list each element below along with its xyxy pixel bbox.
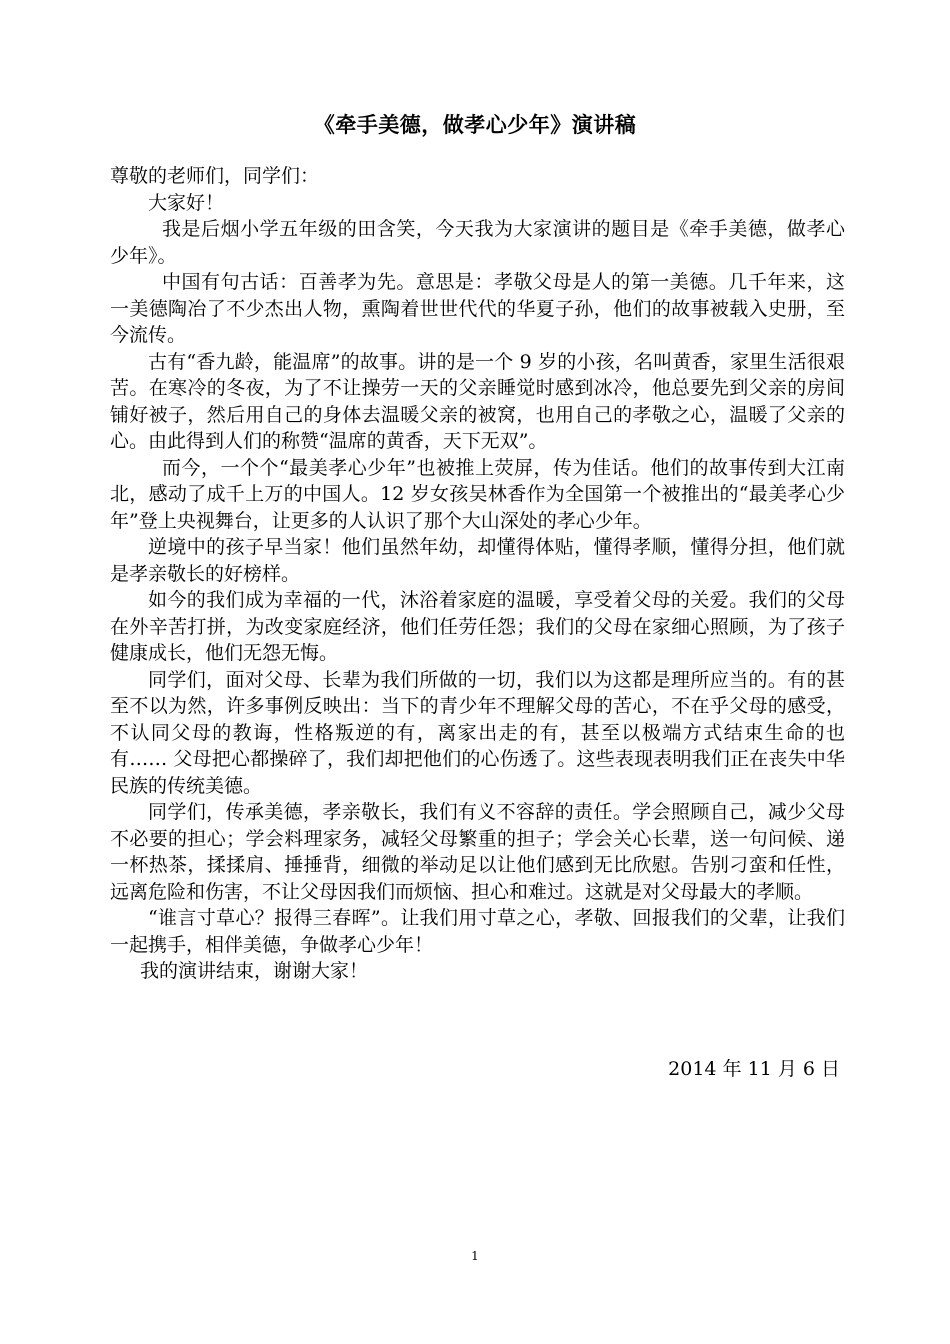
closing-line: 我的演讲结束，谢谢大家！ — [140, 960, 369, 982]
paragraph-introduction: 我是后烟小学五年级的田含笑，今天我为大家演讲的题目是《牵手美德，做孝心少年》。 — [110, 218, 845, 267]
page-number: 1 — [471, 1249, 479, 1263]
paragraph-happy-generation: 如今的我们成为幸福的一代，沐浴着家庭的温暖，享受着父母的关爱。我们的父母在外辛苦打拼，为改变家庭经济，他们任劳任怨；我们的父母在家细心照顾，为了孩子健康成长，他们无怨无悔。 — [110, 589, 845, 664]
document-title: 《牵手美德，做孝心少年》演讲稿 — [313, 113, 637, 137]
paragraph-responsibility: 同学们，传承美德，孝亲敬长，我们有义不容辞的责任。学会照顾自己，减少父母不必要的担心；学会料理家务，减轻父母繁重的担子；学会关心长辈，送一句问候、递一杯热茶，揉揉肩、捶捶背，细微的举动足以让他们感到无比欣慰。告别刁蛮和任性，远离危险和伤害，不让父母因我们而烦恼、担心和难过。这就是对父母最大的孝顺。 — [110, 801, 845, 903]
paragraph-call-to-action: “谁言寸草心？报得三春晖”。让我们用寸草之心，孝敬、回报我们的父辈，让我们一起携手，相伴美德，争做孝心少年！ — [110, 907, 845, 956]
paragraph-ancient-saying: 中国有句古话：百善孝为先。意思是：孝敬父母是人的第一美德。几千年来，这一美德陶冶了不少杰出人物，熏陶着世世代代的华夏子孙，他们的故事被载入史册，至今流传。 — [110, 271, 845, 346]
salutation: 尊敬的老师们，同学们： — [110, 165, 320, 187]
paragraph-huang-xiang-story: 古有“香九龄，能温席”的故事。讲的是一个 9 岁的小孩，名叫黄香，家里生活很艰苦。在寒冷的冬夜，为了不让操劳一天的父亲睡觉时感到冰冷，他总要先到父亲的房间铺好被子，然后用自己的身体去温暖父亲的被窝，也用自己的孝敬之心，温暖了父亲的心。由此得到人们的称赞“温席的黄香，天下无双”。 — [110, 350, 845, 452]
greeting: 大家好！ — [148, 191, 225, 214]
speech-body — [110, 163, 845, 985]
paragraph-filial-youth: 而今，一个个“最美孝心少年”也被推上荧屏，传为佳话。他们的故事传到大江南北，感动了成千上万的中国人。12 岁女孩吴林香作为全国第一个被推出的“最美孝心少年”登上央视舞台，让更多的人认识了那个大山深处的孝心少年。 — [110, 456, 845, 532]
paragraph-adversity: 逆境中的孩子早当家！他们虽然年幼，却懂得体贴，懂得孝顺，懂得分担，他们就是孝亲敬长的好榜样。 — [110, 536, 845, 585]
document-date: 2014 年 11 月 6 日 — [668, 1058, 840, 1080]
paragraph-losing-virtue: 同学们，面对父母、长辈为我们所做的一切，我们以为这都是理所应当的。有的甚至不以为然，许多事例反映出：当下的青少年不理解父母的苦心，不在乎父母的感受，不认同父母的教诲，性格叛逆的有，离家出走的有，甚至以极端方式结束生命的也有…… 父母把心都操碎了，我们却把他们的心伤透了。这些表现表明我们正在丧失中华民族的传统美德。 — [110, 668, 845, 797]
